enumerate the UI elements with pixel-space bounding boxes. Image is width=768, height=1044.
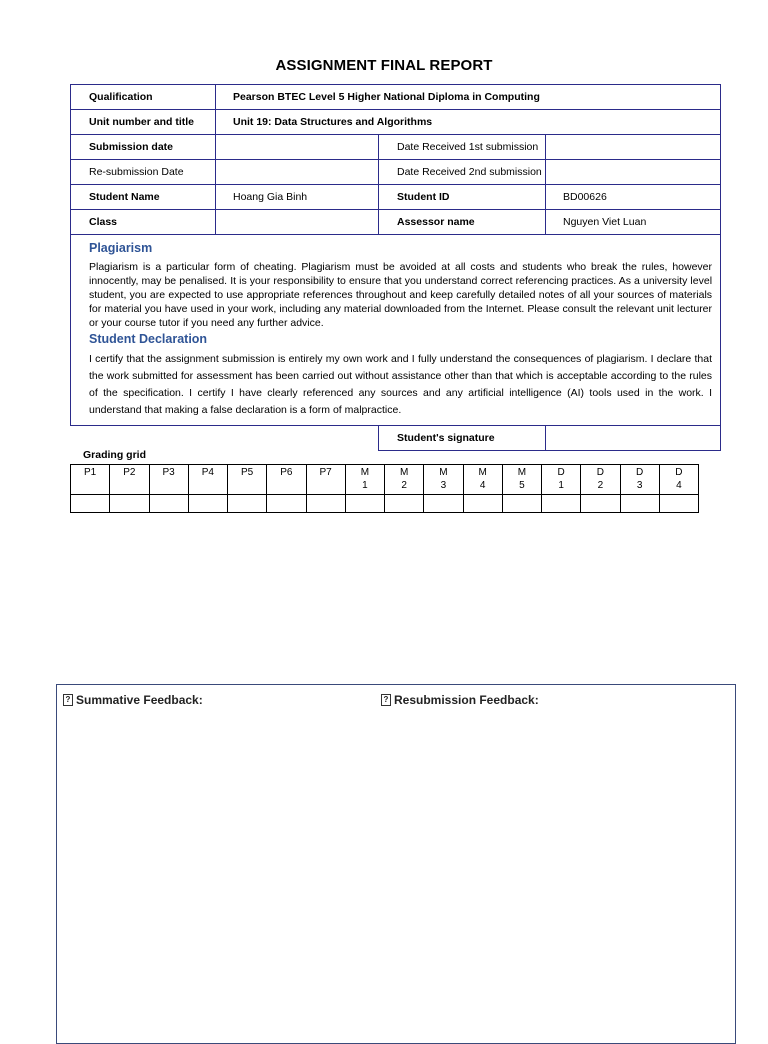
grade-header-cell: D 1 xyxy=(542,465,581,495)
declaration-heading: Student Declaration xyxy=(89,332,208,346)
student-name-label: Student Name xyxy=(71,185,216,210)
feedback-box xyxy=(56,684,736,1044)
unit-label: Unit number and title xyxy=(71,110,216,135)
date-received-2-label: Date Received 2nd submission xyxy=(379,160,546,185)
signature-label: Student's signature xyxy=(379,426,546,451)
grade-score-cell[interactable] xyxy=(228,495,267,513)
assessor-field[interactable]: Nguyen Viet Luan xyxy=(546,210,721,235)
grade-header-cell: P5 xyxy=(228,465,267,495)
grade-header-cell: P6 xyxy=(267,465,306,495)
grade-header-cell: P2 xyxy=(110,465,149,495)
declaration-text: I certify that the assignment submission is entirely my own work and I fully understand the consequences of plagiarism. I declare that the work submitted for assessment has been carried out without assistance other than that which is acceptable according to the rules of the specification. I certify I have clearly referenced any sources and any artificial intelligence (AI) tools used in the work. I understand that making a false declaration is a form of malpractice. xyxy=(89,353,713,416)
qualification-row xyxy=(71,85,721,110)
grade-score-cell[interactable] xyxy=(463,495,502,513)
summative-feedback-text: Summative Feedback: xyxy=(76,693,203,707)
date-received-2-field[interactable] xyxy=(546,160,721,185)
student-id-field[interactable]: BD00626 xyxy=(546,185,721,210)
grade-header-cell: M 4 xyxy=(463,465,502,495)
grade-header-cell: P1 xyxy=(71,465,110,495)
grade-score-cell[interactable] xyxy=(581,495,620,513)
page-title: ASSIGNMENT FINAL REPORT xyxy=(275,57,493,74)
grading-score-row xyxy=(71,495,699,513)
resubmission-feedback-label xyxy=(381,693,539,707)
grading-grid xyxy=(70,464,699,513)
grade-header-cell: M 2 xyxy=(385,465,424,495)
class-row xyxy=(71,210,721,235)
grade-header-cell: M 3 xyxy=(424,465,463,495)
student-name-field[interactable]: Hoang Gia Binh xyxy=(216,185,379,210)
grade-header-cell: D 3 xyxy=(620,465,659,495)
submission-date-label: Submission date xyxy=(71,135,216,160)
grade-header-cell: D 2 xyxy=(581,465,620,495)
grade-header-cell: M 5 xyxy=(502,465,541,495)
student-id-label: Student ID xyxy=(379,185,546,210)
unit-value: Unit 19: Data Structures and Algorithms xyxy=(216,110,721,135)
signature-field[interactable] xyxy=(546,426,721,451)
class-label: Class xyxy=(71,210,216,235)
declaration-row xyxy=(71,235,721,426)
signature-row xyxy=(71,426,721,451)
grade-score-cell[interactable] xyxy=(542,495,581,513)
summative-feedback-label xyxy=(63,693,203,707)
date-received-1-label: Date Received 1st submission xyxy=(379,135,546,160)
plagiarism-heading: Plagiarism xyxy=(89,241,153,255)
grade-header-cell: P7 xyxy=(306,465,345,495)
grade-score-cell[interactable] xyxy=(267,495,306,513)
grade-score-cell[interactable] xyxy=(149,495,188,513)
submission-row xyxy=(71,135,721,160)
submission-date-field[interactable] xyxy=(216,135,379,160)
grade-score-cell[interactable] xyxy=(659,495,698,513)
grade-score-cell[interactable] xyxy=(424,495,463,513)
declaration-cell xyxy=(71,235,721,426)
resubmission-date-field[interactable] xyxy=(216,160,379,185)
grade-header-cell: D 4 xyxy=(659,465,698,495)
assessor-label: Assessor name xyxy=(379,210,546,235)
grade-header-cell: P4 xyxy=(188,465,227,495)
grade-score-cell[interactable] xyxy=(620,495,659,513)
signature-spacer xyxy=(71,426,379,451)
grade-header-cell: P3 xyxy=(149,465,188,495)
grading-grid-label: Grading grid xyxy=(83,449,146,461)
grade-header-cell: M 1 xyxy=(345,465,384,495)
resubmission-date-label: Re-submission Date xyxy=(71,160,216,185)
grade-score-cell[interactable] xyxy=(385,495,424,513)
class-field[interactable] xyxy=(216,210,379,235)
resubmission-feedback-text: Resubmission Feedback: xyxy=(394,693,539,707)
grade-score-cell[interactable] xyxy=(306,495,345,513)
qualification-label: Qualification xyxy=(71,85,216,110)
grade-score-cell[interactable] xyxy=(110,495,149,513)
student-row xyxy=(71,185,721,210)
checkbox-icon: ? xyxy=(381,694,391,706)
grade-score-cell[interactable] xyxy=(71,495,110,513)
grade-score-cell[interactable] xyxy=(502,495,541,513)
grade-score-cell[interactable] xyxy=(188,495,227,513)
grade-score-cell[interactable] xyxy=(345,495,384,513)
info-table xyxy=(70,84,721,451)
date-received-1-field[interactable] xyxy=(546,135,721,160)
plagiarism-text: Plagiarism is a particular form of cheating. Plagiarism must be avoided at all costs and students who break the rules, however innocently, may be penalised. It is your responsibility to ensure that you understand correct referencing practices. As a university level student, you are expected to use appropriate references throughout and keep carefully detailed notes of all your sources of materials for material you have used in your work, including any material downloaded from the Internet. Please consult the relevant unit lecturer or your course tutor if you need any further advice. xyxy=(89,261,713,329)
grading-header-row xyxy=(71,465,699,495)
unit-row xyxy=(71,110,721,135)
resubmission-row xyxy=(71,160,721,185)
qualification-value: Pearson BTEC Level 5 Higher National Diploma in Computing xyxy=(216,85,721,110)
checkbox-icon: ? xyxy=(63,694,73,706)
